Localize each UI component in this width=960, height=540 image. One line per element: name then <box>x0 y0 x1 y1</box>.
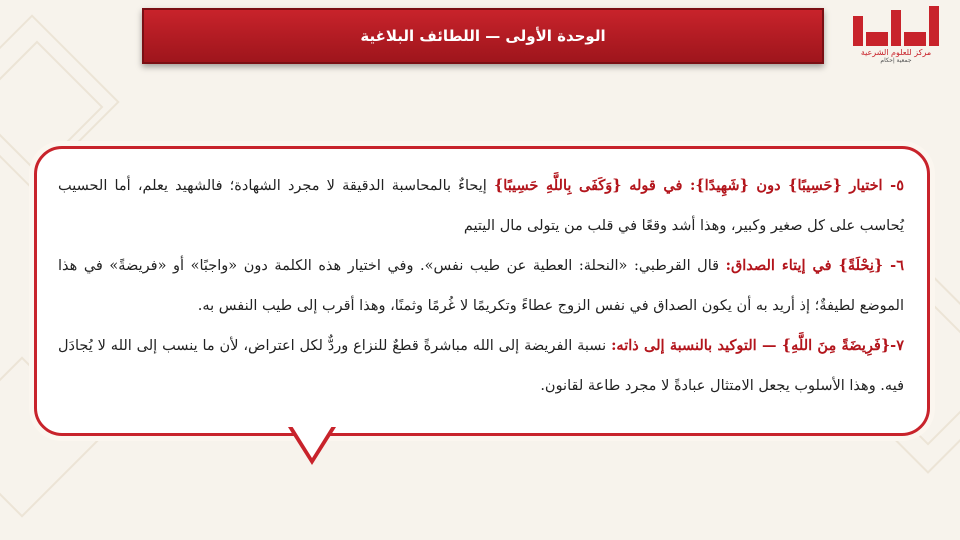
item-lead: ٧-{فَرِيضَةً مِنَ اللَّهِ} — التوكيد بالنسبة إلى ذاته: <box>611 337 904 354</box>
page-title: الوحدة الأولى — اللطائف البلاغية <box>360 27 606 45</box>
paragraph-item-5 <box>58 166 904 246</box>
title-banner <box>142 8 824 64</box>
paragraph-item-7 <box>58 326 904 406</box>
logo <box>840 6 952 76</box>
paragraph-item-6 <box>58 246 904 326</box>
logo-name <box>866 18 927 40</box>
item-lead: ٦- {نِحْلَةً} في إيتاء الصداق: <box>725 257 904 274</box>
content-text <box>58 166 904 406</box>
logo-subtitle: مركز للعلوم الشرعية <box>860 48 932 57</box>
logo-tagline: جمعية إحكام <box>880 57 912 64</box>
box-pointer-inner <box>292 426 332 458</box>
item-lead: ٥- اختيار {حَسِيبًا} دون {شَهِيدًا}: في قوله {وَكَفَى بِاللَّهِ حَسِيبًا} <box>493 177 904 194</box>
item-body: قال القرطبي: «النحلة: العطية عن طيب نفس». وفي اختيار هذه الكلمة دون «واجبًا» أو «فريضةً» في هذا الموضع لطيفةٌ؛ إذ أريد به أن يكون الصداق في نفس الزوج عطاءً وتكريمًا لا غُرمًا وثمنًا، وهذا أقرب إلى طيب النفس به. <box>58 258 904 314</box>
item-body: إيحاءٌ بالمحاسبة الدقيقة لا مجرد الشهادة؛ فالشهيد يعلم، أما الحسيب يُحاسب على كل صغير وكبير، وهذا أشد وقعًا في قلب من يتولى مال اليتيم <box>58 178 904 234</box>
item-body: نسبة الفريضة إلى الله مباشرةً قطعٌ للنزاع وردٌّ لكل اعتراض، لأن ما ينسب إلى الله لا يُجادَل فيه. وهذا الأسلوب يجعل الامتثال عبادةً لا مجرد طاعة لقانون. <box>58 338 904 394</box>
